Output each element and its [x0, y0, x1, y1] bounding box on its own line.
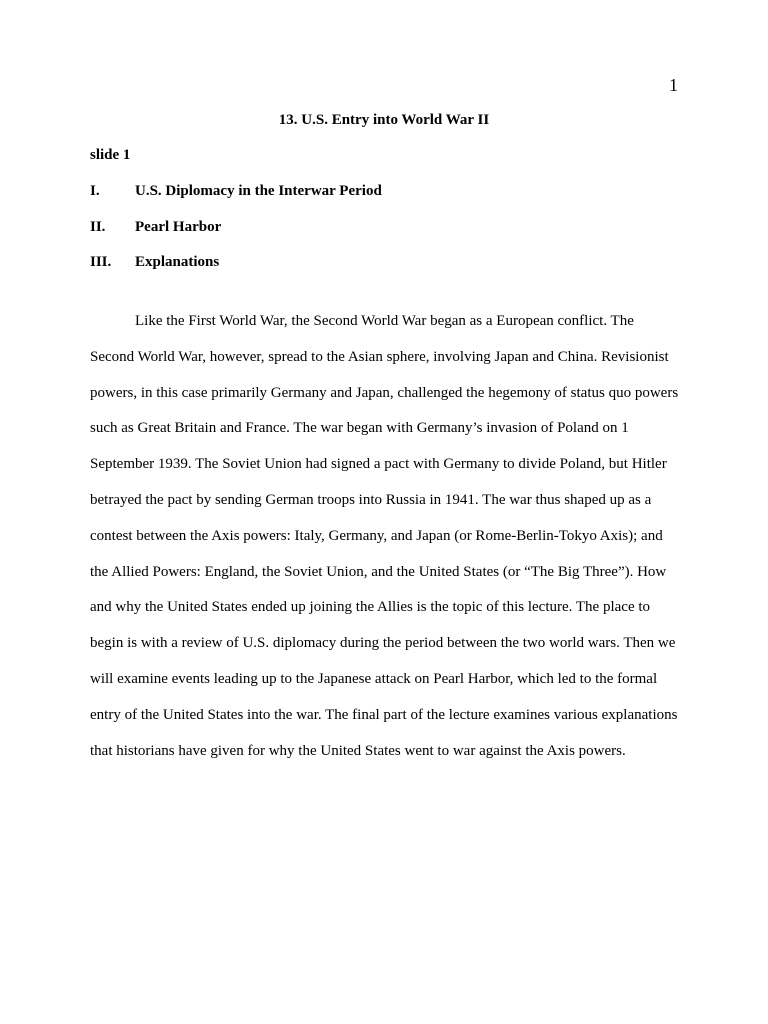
outline-list	[90, 181, 382, 288]
body-paragraph: Like the First World War, the Second World War began as a European conflict. The Second World War, however, spread to the Asian sphere, involving Japan and China. Revisionist powers, in this case primarily Germany and Japan, challenged the hegemony of status quo powers such as Great Britain and France. The war began with Germany’s invasion of Poland on 1 September 1939. The Soviet Union had signed a pact with Germany to divide Poland, but Hitler betrayed the pact by sending German troops into Russia in 1941. The war thus shaped up as a contest between the Axis powers: Italy, Germany, and Japan (or Rome-Berlin-Tokyo Axis); and the Allied Powers: England, the Soviet Union, and the United States (or “The Big Three”). How and why the United States ended up joining the Allies is the topic of this lecture. The place to begin is with a review of U.S. diplomacy during the period between the two world wars. Then we will examine events leading up to the Japanese attack on Pearl Harbor, which led to the formal entry of the United States into the war. The final part of the lecture examines various explanations that historians have given for why the United States went to war against the Axis powers.	[90, 313, 679, 759]
outline-text: Pearl Harbor	[135, 218, 222, 235]
outline-text: Explanations	[135, 254, 220, 271]
slide-label: slide 1	[90, 147, 131, 163]
outline-numeral: III.	[90, 254, 112, 271]
outline-item	[90, 217, 382, 237]
outline-text: U.S. Diplomacy in the Interwar Period	[135, 183, 382, 199]
outline-numeral: II.	[90, 218, 106, 235]
document-title: 13. U.S. Entry into World War II	[278, 112, 490, 128]
outline-item	[90, 181, 382, 201]
outline-numeral: I.	[90, 183, 100, 199]
outline-item	[90, 252, 382, 272]
page-number: 1	[669, 75, 678, 95]
